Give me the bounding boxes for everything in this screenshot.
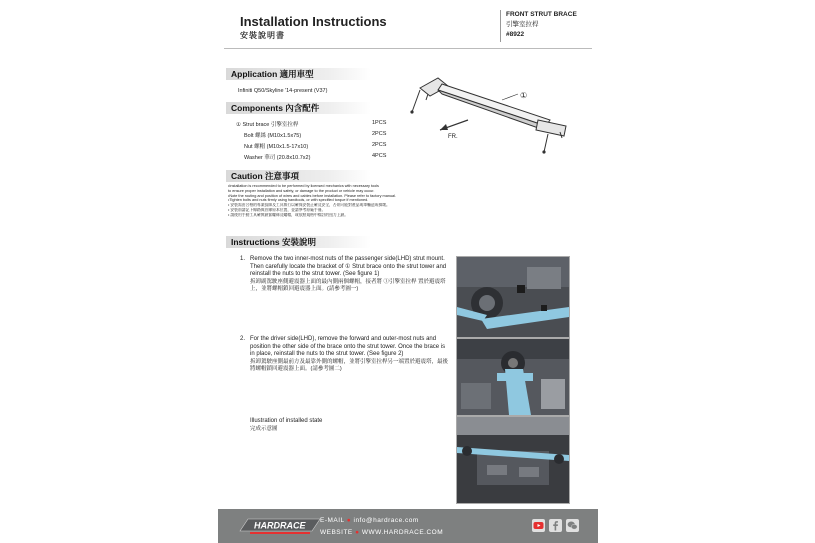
vehicle-fitment: Infiniti Q50/Skyline '14-present (V37) [238, 88, 328, 94]
product-info [506, 10, 577, 40]
footer [218, 509, 598, 543]
wechat-icon[interactable] [566, 519, 579, 532]
part-number: #8922 [506, 31, 525, 38]
caution-line: • 請使用手動工具確實鎖緊螺絲及螺帽，或依照規格中標註的扭力上鎖。 [228, 212, 349, 217]
footer-email: E-MAIL ● info@hardrace.com [320, 517, 419, 524]
caution-notes [228, 184, 458, 218]
list-item: Bolt 螺絲 (M10x1.5x75) 2PCS [244, 131, 387, 139]
figure-2-photo [456, 338, 570, 416]
step-text-cn: 拆卸副駕駛座側避震器上面的最內側兩個螺帽，接者將 ①引擎室拉桿 置於避震塔上，並將螺帽鎖回避震器上面。(請參考圖一) [250, 278, 446, 292]
caution-line: •Installation is recommended to be performed by licensed mechanics with necessary tools [228, 184, 379, 188]
illustration-caption [240, 418, 450, 433]
step-number: 2. [240, 336, 246, 342]
product-name: FRONT STRUT BRACE [506, 11, 577, 18]
product-name-cn: 引擎室拉桿 [506, 21, 539, 28]
illustration-label-cn: 完成示意圖 [250, 425, 278, 432]
strut-brace-diagram [398, 68, 578, 160]
components-heading: Components 內含配件 [226, 102, 371, 114]
step-number: 1. [240, 256, 246, 262]
list-item: Washer 華司 (20.8x10.7x2) 4PCS [244, 153, 387, 161]
page-title: Installation Instructions [240, 14, 387, 29]
caution-heading: Caution 注意事項 [226, 170, 371, 182]
step-2 [240, 336, 450, 373]
list-item: ① Strut brace 引擎室拉桿 1PCS [236, 120, 387, 128]
youtube-icon[interactable] [532, 519, 545, 532]
instructions-heading: Instructions 安裝說明 [226, 236, 371, 248]
instruction-sheet [218, 0, 598, 543]
caution-line: •Note the routing and position of wires and cables before installation. Please refer to factory manual. [228, 193, 397, 198]
caution-line: •Tighten bolts and nuts firmly using handtools, or with specified torque if mentioned. [228, 198, 369, 203]
email-link[interactable]: info@hardrace.com [353, 517, 419, 524]
list-item: Nut 螺帽 (M10x1.5-17x10) 2PCS [244, 142, 387, 150]
step-text-cn: 拆卸駕駛座側最前方及最靠外側的螺帽，並將引擎室拉桿另一端置於避震塔，最後將螺帽鎖回避震器上面。(請參考圖二) [250, 358, 449, 372]
header-divider [500, 10, 501, 42]
front-direction-label: FR. [448, 134, 458, 140]
application-heading: Application 適用車型 [226, 68, 371, 80]
page-subtitle: 安裝說明書 [240, 31, 285, 40]
website-link[interactable]: WWW.HARDRACE.COM [361, 529, 444, 536]
svg-text:HARDRACE: HARDRACE [254, 520, 306, 531]
illustration-label: Illustration of installed state [250, 418, 323, 424]
step-text: For the driver side(LHD), remove the forward and outer-most nuts and position the other side of the brace onto the strut tower. Once the brace is in place, reinstall the nuts to the strut tower. (See figure 2) [250, 336, 446, 357]
hardrace-logo [236, 517, 324, 535]
header-rule [224, 48, 592, 49]
installed-state-photo [456, 416, 570, 504]
footer-website: WEBSITE ● WWW.HARDRACE.COM [320, 529, 444, 536]
caution-line: • 安裝需由合格的專業技師及工具執行以確保安裝正確及安全，否則可能對產品或車輛造成損壞。 [228, 203, 390, 208]
diagram-callout: ① [520, 91, 528, 100]
caution-line: • 安裝前請記下線路與管線原本位置，並請參考原廠手冊。 [228, 207, 326, 212]
facebook-icon[interactable] [549, 519, 562, 532]
figure-1-photo [456, 256, 570, 338]
step-1 [240, 256, 450, 293]
step-text: Remove the two inner-most nuts of the passenger side(LHD) strut mount. Then carefully locate the bracket of ① Strut brace onto the strut tower and reinstall the nuts to the strut tower. (See figure 1) [250, 256, 447, 277]
caution-line: to ensure proper installation and safety, or damage to the product or vehicle may occur. [228, 188, 375, 193]
